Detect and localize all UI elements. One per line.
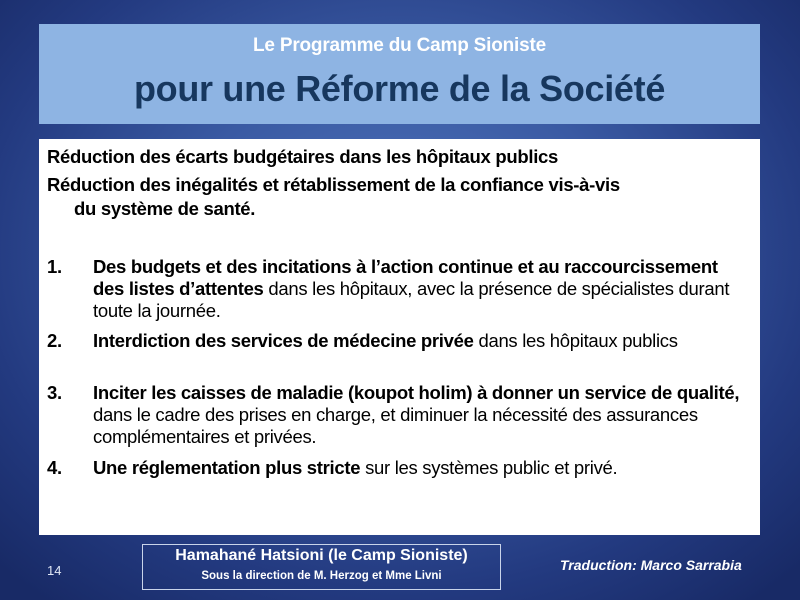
list-item-bold: Inciter les caisses de maladie (koupot holim) à donner un service de qualité,: [93, 382, 740, 403]
intro-line-1: Réduction des écarts budgétaires dans les hôpitaux publics: [47, 146, 559, 167]
footer-org-name: Hamahané Hatsioni (le Camp Sioniste): [175, 547, 468, 564]
slide-title: pour une Réforme de la Société: [133, 68, 666, 109]
list-item-bold: Une réglementation plus stricte: [93, 457, 361, 478]
list-item-3: [47, 382, 752, 448]
intro-line-2-text: Réduction des inégalités et rétablissement de la confiance vis-à-vis: [47, 174, 620, 195]
list-item-text: sur les systèmes public et privé.: [360, 457, 618, 478]
footer-org-leaders: Sous la direction de M. Herzog et Mme Livni: [201, 570, 442, 582]
list-item-bold: Des budgets et des incitations à l’action continue et au raccourcissement des listes d’attentes: [93, 256, 718, 299]
list-item-bold: Interdiction des services de médecine privée: [93, 330, 474, 351]
list-number: 2.: [47, 330, 62, 351]
intro-line-2: [47, 173, 752, 221]
intro-line-2-continuation: du système de santé.: [74, 198, 256, 219]
footer-organization-box: [142, 544, 501, 590]
list-item-2: [47, 330, 752, 352]
list-item-4: [47, 457, 752, 479]
list-number: 3.: [47, 382, 62, 403]
list-item-text: dans les hôpitaux, avec la présence de spécialistes durant toute la journée.: [93, 278, 730, 321]
list-number: 4.: [47, 457, 62, 478]
list-item-text: dans les hôpitaux publics: [473, 330, 678, 351]
slide-header-band: [39, 24, 760, 124]
slide-content-box: [39, 139, 760, 535]
slide-number: 14: [47, 563, 62, 578]
list-number: 1.: [47, 256, 62, 277]
list-item-text: dans le cadre des prises en charge, et diminuer la nécessité des assurances complémentaires et privées.: [93, 404, 698, 447]
list-item-1: [47, 256, 752, 322]
slide-subtitle: Le Programme du Camp Sioniste: [253, 35, 546, 56]
translator-credit: Traduction: Marco Sarrabia: [560, 557, 742, 573]
